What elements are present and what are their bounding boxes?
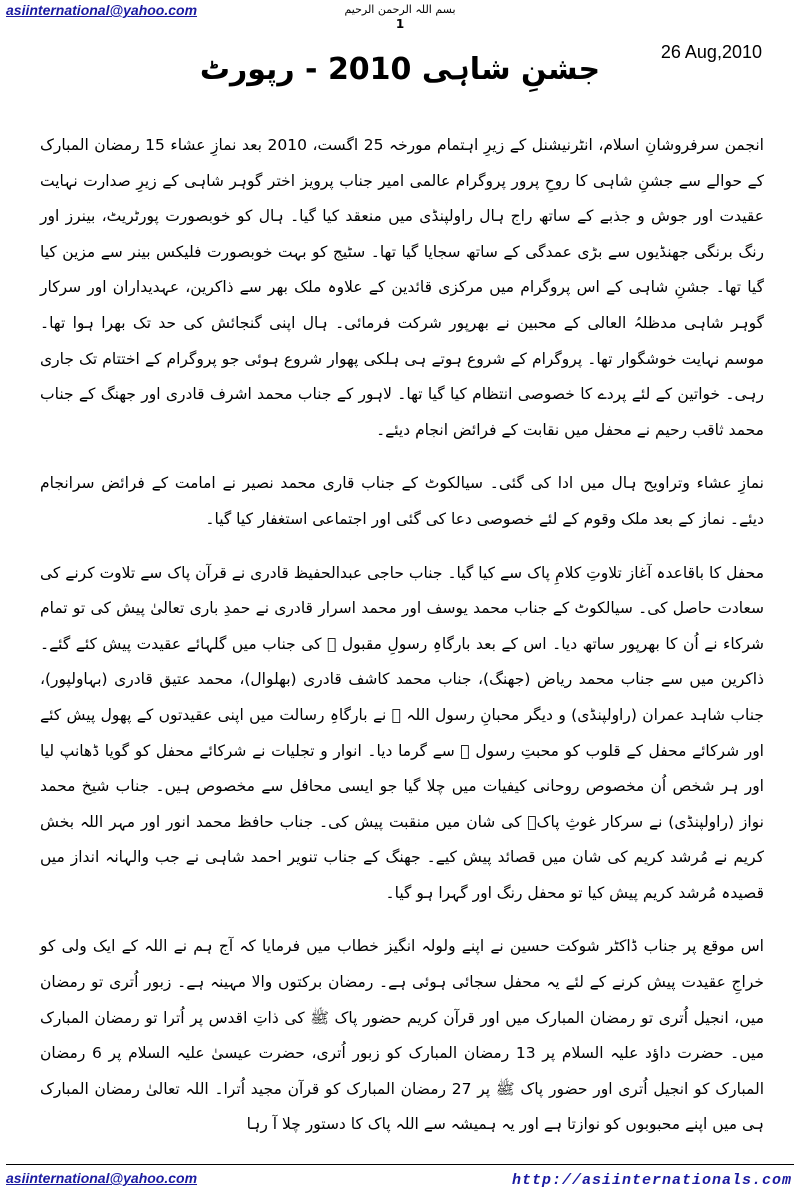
footer-website-link[interactable]: http://asiinternationals.com	[511, 1172, 792, 1189]
paragraph: نمازِ عشاء وتراویح ہال میں ادا کی گئی۔ سیالکوٹ کے جناب قاری محمد نصیر نے امامت کے فرائض سرانجام دیئے۔ نماز کے بعد ملک وقوم کے لئے خصوصی دعا کی گئی اور اجتماعی استغفار کیا گیا۔	[40, 474, 764, 528]
document-title: جشنِ شاہی 2010 - رپورٹ	[199, 52, 601, 87]
page-number: 1	[395, 17, 405, 31]
header-email-link[interactable]: asiinternational@yahoo.com	[6, 2, 198, 18]
bismillah: بسم اللہ الرحمن الرحیم	[344, 3, 456, 16]
paragraph: انجمن سرفروشانِ اسلام، انٹرنیشنل کے زیرِ اہتمام مورخہ 25 اگست، 2010 بعد نمازِ عشاء 15 رمضان المبارک کے حوالے سے جشنِ شاہی کا روحِ پرور پروگرام عالمی امیر جناب پرویز اختر گوہر شاہی کے زیرِ صدارت نہایت عقیدت اور جوش و جذبے کے ساتھ راج ہال راولپنڈی میں منعقد کیا گیا۔ ہال کو خوبصورت پورٹریٹ، بینرز اور رنگ برنگی جھنڈیوں سے بڑی عمدگی کے ساتھ سجایا گیا تھا۔ سٹیج کو بہت خوبصورت فلیکس بینر سے مزین کیا گیا تھا۔ جشنِ شاہی کے اس پروگرام میں مرکزی قائدین کے علاوہ ملک بھر سے ذاکرین، عہدیداران اور سرکار گوہر شاہی مدظلہُ العالی کے محبین نے بھرپور شرکت فرمائی۔ ہال اپنی گنجائش کی حد تک بھرا ہوا تھا۔ موسم نہایت خوشگوار تھا۔ پروگرام کے شروع ہوتے ہی ہلکی پھوار شروع ہوئی جو پروگرام کے اختتام تک جاری رہی۔ خواتین کے لئے پردے کا خصوصی انتظام کیا گیا تھا۔ لاہور کے جناب محمد اشرف قادری اور جھنگ کے جناب محمد ثاقب رحیم نے محفل میں نقابت کے فرائض انجام دیئے۔	[40, 136, 764, 439]
document-body	[40, 128, 764, 1161]
footer-email-link[interactable]: asiinternational@yahoo.com	[6, 1170, 198, 1186]
header-center	[300, 3, 500, 31]
paragraph: اس موقع پر جناب ڈاکٹر شوکت حسین نے اپنے ولولہ انگیز خطاب میں فرمایا کہ آج ہم نے اللہ کے ایک ولی کو خراجِ عقیدت پیش کرنے کے لئے یہ محفل سجائی ہوئی ہے۔ رمضان برکتوں والا مہینہ ہے۔ زبور اُتری تو رمضان میں، انجیل اُتری تو رمضان المبارک میں اور قرآن کریم حضور پاک ﷺ کی ذاتِ اقدس پر اُترا تو رمضان المبارک میں۔ حضرت داؤد علیہ السلام پر 13 رمضان المبارک کو زبور اُتری، حضرت عیسیٰ علیہ السلام پر 6 رمضان المبارک کو انجیل اُتری اور حضور پاک ﷺ پر 27 رمضان المبارک کو قرآن مجید اُترا۔ اللہ تعالیٰ رمضان المبارک ہی میں اپنے محبوبوں کو نوازتا ہے اور یہ ہمیشہ سے اللہ پاک کا دستور چلا آ رہا	[40, 937, 765, 1134]
document-date: 26 Aug,2010	[660, 42, 762, 62]
paragraph: محفل کا باقاعدہ آغاز تلاوتِ کلامِ پاک سے کیا گیا۔ جناب حاجی عبدالحفیظ قادری نے قرآن پاک سے تلاوت کرنے کی سعادت حاصل کی۔ سیالکوٹ کے جناب محمد یوسف اور محمد اسرار قادری نے حمدِ باری تعالیٰ پیش کی تو تمام شرکاء نے اُن کا بھرپور ساتھ دیا۔ اس کے بعد بارگاہِ رسولِ مقبول ﷺ کی جناب میں گلہائے عقیدت پیش کئے گئے۔ ذاکرین میں سے جناب محمد ریاض (جھنگ)، جناب محمد کاشف قادری (بھلوال)، محمد عتیق قادری (بہاولپور)، جناب شاہد عمران (راولپنڈی) و دیگر محبانِ رسول اللہ ﷺ نے بارگاہِ رسالت میں اپنی عقیدتوں کے پھول پیش کئے اور شرکائے محفل کے قلوب کو محبتِ رسول ﷺ سے گرما دیا۔ انوار و تجلیات نے شرکائے محفل کو گویا ڈھانپ لیا اور ہر شخص اُن مخصوص روحانی کیفیات میں چلا گیا جو ایسی محافل سے مخصوص ہیں۔ جناب شیخ محمد نواز (راولپنڈی) نے سرکار غوثِ پاکؒ کی شان میں منقبت پیش کی۔ جناب حافظ محمد انور اور مہر اللہ بخش کریم نے مُرشد کریم کی شان میں قصائد پیش کیے۔ جھنگ کے جناب تنویر احمد شاہی نے جب والہانہ انداز میں قصیدہ مُرشد کریم پیش کیا تو محفل رنگ اور گہرا ہو گیا۔	[40, 563, 764, 902]
footer-divider	[6, 1164, 794, 1165]
